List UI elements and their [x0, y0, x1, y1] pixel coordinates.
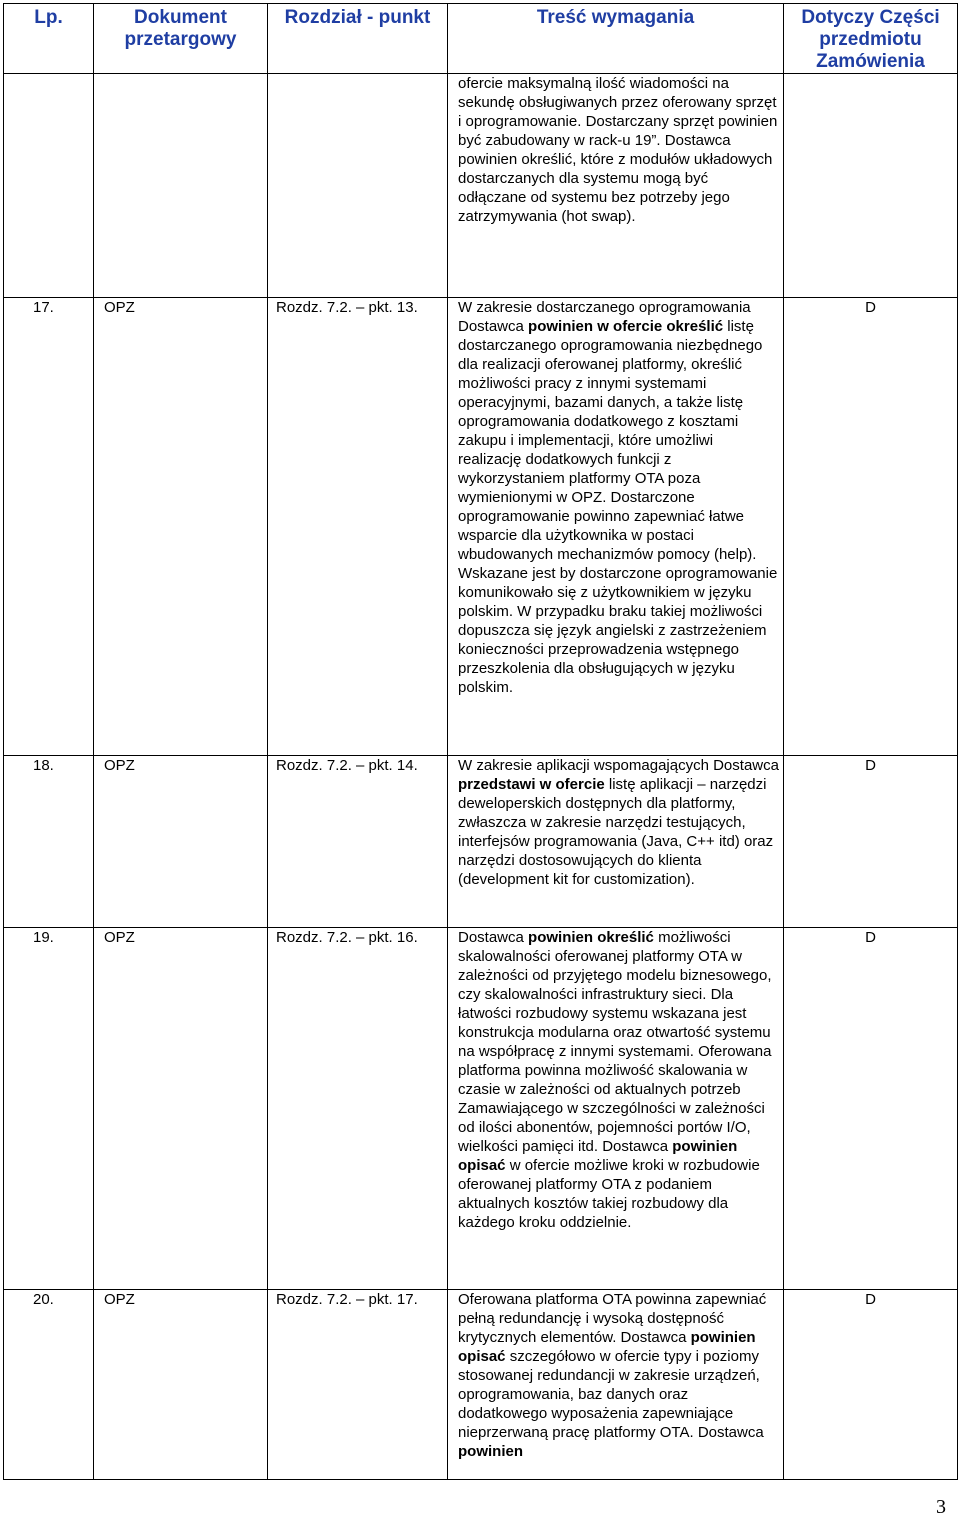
page-number: 3 — [936, 1496, 946, 1518]
cell-requirement-text — [448, 74, 784, 298]
cell-document — [94, 74, 268, 298]
requirement-text: Oferowana platforma OTA powinna zapewniać pełną redundancję i wysoką dostępność krytycznych elementów. Dostawca — [458, 1291, 767, 1346]
table-row — [4, 74, 958, 298]
cell-lp: 19. — [4, 928, 94, 1290]
cell-requirement-text — [448, 1290, 784, 1480]
requirement-text: ofercie maksymalną ilość wiadomości na sekundę obsługiwanych przez oferowany sprzęt i oprogramowanie. Dostarczany sprzęt powinien być zabudowany w rack-u 19”. Dostawca powinien określić, które z modułów układowych dostarczanych dla systemu mogą być odłączane od systemu bez potrzeby jego zatrzymywania (hot swap). — [458, 75, 778, 225]
requirement-emphasis: powinien w ofercie określić — [528, 318, 724, 335]
requirement-emphasis: powinien — [458, 1443, 523, 1460]
requirement-text: W zakresie dostarczanego oprogramowania Dostawca — [458, 299, 751, 335]
cell-requirement-text — [448, 928, 784, 1290]
requirement-emphasis: powinien opisać — [458, 1138, 738, 1174]
cell-section: Rozdz. 7.2. – pkt. 14. — [268, 756, 448, 928]
cell-lp: 18. — [4, 756, 94, 928]
cell-document: OPZ — [94, 928, 268, 1290]
requirement-emphasis: powinien opisać — [458, 1329, 756, 1365]
requirement-text: W zakresie aplikacji wspomagających Dostawca — [458, 757, 779, 774]
requirement-emphasis: powinien określić — [528, 929, 654, 946]
cell-lp: 20. — [4, 1290, 94, 1480]
header-content: Treść wymagania — [448, 4, 784, 74]
table-row — [4, 298, 958, 756]
table-row — [4, 1290, 958, 1480]
cell-part — [784, 74, 958, 298]
cell-section — [268, 74, 448, 298]
table-header-row — [4, 4, 958, 74]
header-section: Rozdział - punkt — [268, 4, 448, 74]
cell-section: Rozdz. 7.2. – pkt. 13. — [268, 298, 448, 756]
header-lp: Lp. — [4, 4, 94, 74]
cell-requirement-text — [448, 756, 784, 928]
cell-section: Rozdz. 7.2. – pkt. 16. — [268, 928, 448, 1290]
header-document: Dokument przetargowy — [94, 4, 268, 74]
cell-document: OPZ — [94, 1290, 268, 1480]
cell-lp — [4, 74, 94, 298]
cell-lp: 17. — [4, 298, 94, 756]
requirement-text: w ofercie możliwe kroki w rozbudowie oferowanej platformy OTA z podaniem aktualnych kosztów takiej rozbudowy dla każdego kroku oddzielnie. — [458, 1157, 760, 1231]
cell-section: Rozdz. 7.2. – pkt. 17. — [268, 1290, 448, 1480]
cell-requirement-text — [448, 298, 784, 756]
cell-document: OPZ — [94, 756, 268, 928]
cell-document: OPZ — [94, 298, 268, 756]
requirement-emphasis: przedstawi w ofercie — [458, 776, 605, 793]
table-row — [4, 928, 958, 1290]
cell-part: D — [784, 756, 958, 928]
requirement-text: listę dostarczanego oprogramowania niezbędnego dla realizacji oferowanej platformy, określić możliwości pracy z innymi systemami operacyjnymi, bazami danych, a także listę oprogramowania dodatkowego z kosztami zakupu i implementacji, które umożliwi realizację dodatkowych funkcji z wykorzystaniem platformy OTA poza wymienionymi w OPZ. Dostarczone oprogramowanie powinno zapewniać łatwe wsparcie dla użytkownika w postaci wbudowanych mechanizmów pomocy (help). Wskazane jest by dostarczone oprogramowanie komunikowało się z użytkownikiem w języku polskim. W przypadku braku takiej możliwości dopuszcza się język angielski z zastrzeżeniem konieczności przeprowadzenia wstępnego przeszkolenia dla obsługujących w języku polskim. — [458, 318, 778, 696]
requirement-text: możliwości skalowalności oferowanej platformy OTA w zależności od przyjętego modelu biznesowego, czy skalowalności infrastruktury sieci. Dla łatwości rozbudowy systemu wskazana jest konstrukcja modularna oraz otwartość systemu na współpracę z innymi systemami. Oferowana platforma powinna możliwość skalowania w czasie w zależności od aktualnych potrzeb Zamawiającego w szczególności w zależności od ilości abonentów, pojemności portów I/O, wielkości pamięci itd. Dostawca — [458, 929, 772, 1155]
cell-part: D — [784, 1290, 958, 1480]
header-part: Dotyczy Części przedmiotu Zamówienia — [784, 4, 958, 74]
table-row — [4, 756, 958, 928]
requirement-text: Dostawca — [458, 929, 529, 946]
requirement-text: listę aplikacji – narzędzi deweloperskich dostępnych dla platformy, zwłaszcza w zakresie narzędzi testujących, interfejsów programowania (Java, C++ itd) oraz narzędzi dostosowujących do klienta (development kit for customization). — [458, 776, 774, 888]
cell-part: D — [784, 928, 958, 1290]
requirement-text: szczegółowo w ofercie typy i poziomy stosowanej redundancji w zakresie urządzeń, oprogramowania, baz danych oraz dodatkowego wyposażenia zapewniające nieprzerwaną pracę platformy OTA. Dostawca — [458, 1348, 764, 1441]
cell-part: D — [784, 298, 958, 756]
requirements-table — [3, 3, 958, 1480]
